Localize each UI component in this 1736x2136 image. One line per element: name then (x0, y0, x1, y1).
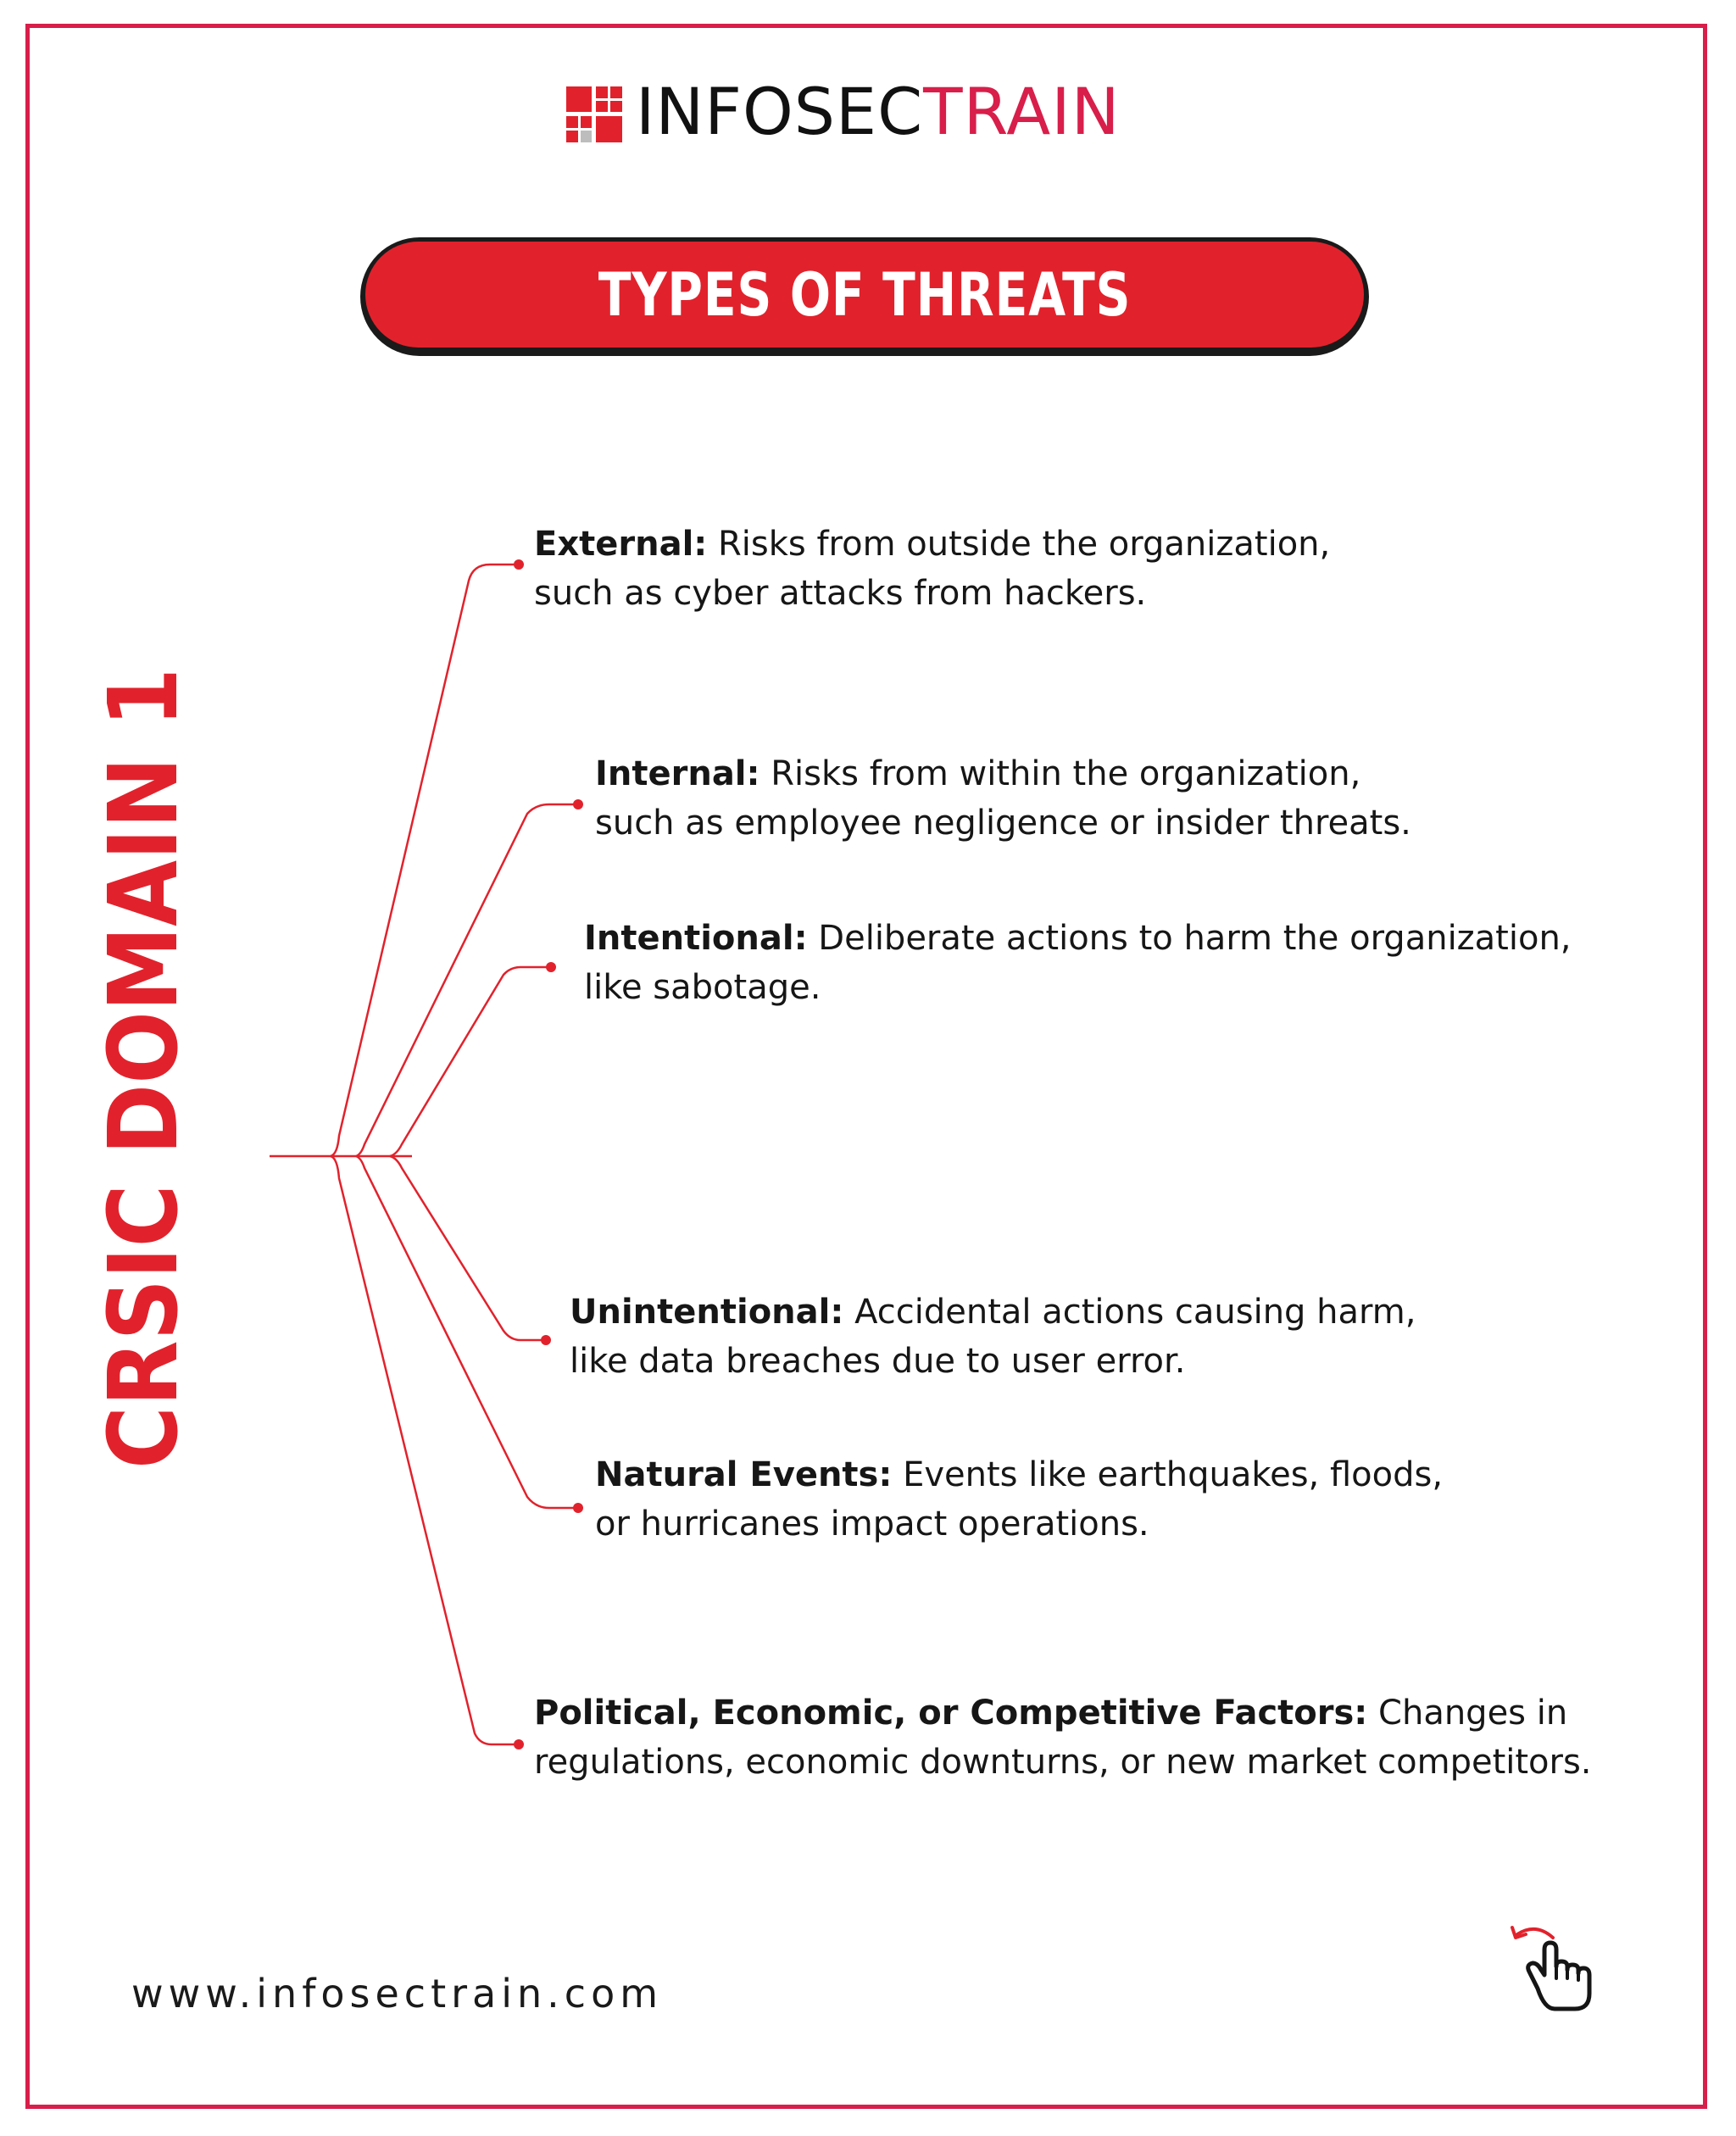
connector-external (331, 565, 517, 1156)
side-title: CRSIC DOMAIN 1 (89, 667, 199, 1469)
connector-dot-intentional (546, 962, 556, 972)
threat-term: Political, Economic, or Competitive Factors: (534, 1694, 1368, 1733)
threat-description-line1: Events like earthquakes, floods, (903, 1455, 1444, 1494)
connector-dot-internal (573, 799, 583, 809)
connector-internal (356, 804, 576, 1156)
threat-term: Natural Events: (595, 1455, 893, 1494)
page-title: TYPES OF THREATS (598, 259, 1132, 330)
threat-description-line1: Risks from outside the organization, (718, 525, 1331, 564)
threat-description-line2: or hurricanes impact operations. (595, 1505, 1149, 1544)
threat-item-external (534, 520, 1330, 618)
swipe-hand-icon (1500, 1916, 1602, 2017)
connector-political (331, 1156, 517, 1744)
connector-natural-events (356, 1156, 576, 1508)
connector-intentional (390, 967, 551, 1156)
threat-description-line1: Deliberate actions to harm the organization, (818, 919, 1572, 958)
brand-name-accent: TRAIN (923, 74, 1121, 149)
threat-description-line1: Changes in (1378, 1694, 1568, 1733)
connector-dot-natural-events (573, 1503, 583, 1513)
threat-term: Unintentional: (570, 1293, 844, 1332)
threat-item-political-economic-competitive (534, 1688, 1592, 1787)
connector-unintentional (390, 1156, 544, 1340)
threat-description-line1: Accidental actions causing harm, (854, 1293, 1416, 1332)
connector-dot-external (514, 559, 524, 570)
threat-term: External: (534, 525, 708, 564)
threat-description-line2: like sabotage. (584, 968, 821, 1007)
brand-name-dark: INFOSEC (636, 74, 924, 149)
connector-dot-unintentional (541, 1335, 551, 1345)
threat-item-intentional (584, 914, 1572, 1012)
threat-description-line2: like data breaches due to user error. (570, 1342, 1186, 1381)
threat-item-natural-events (595, 1450, 1443, 1549)
connector-dot-political (514, 1739, 524, 1749)
threat-description-line2: regulations, economic downturns, or new market competitors. (534, 1743, 1592, 1782)
threat-item-internal (595, 749, 1411, 848)
threat-description-line1: Risks from within the organization, (771, 754, 1361, 793)
threat-term: Internal: (595, 754, 760, 793)
threat-description-line2: such as employee negligence or insider threats. (595, 804, 1411, 843)
threat-term: Intentional: (584, 919, 808, 958)
threat-description-line2: such as cyber attacks from hackers. (534, 574, 1147, 613)
website-link[interactable]: www.infosectrain.com (131, 1971, 664, 2016)
threat-item-unintentional (570, 1288, 1416, 1386)
